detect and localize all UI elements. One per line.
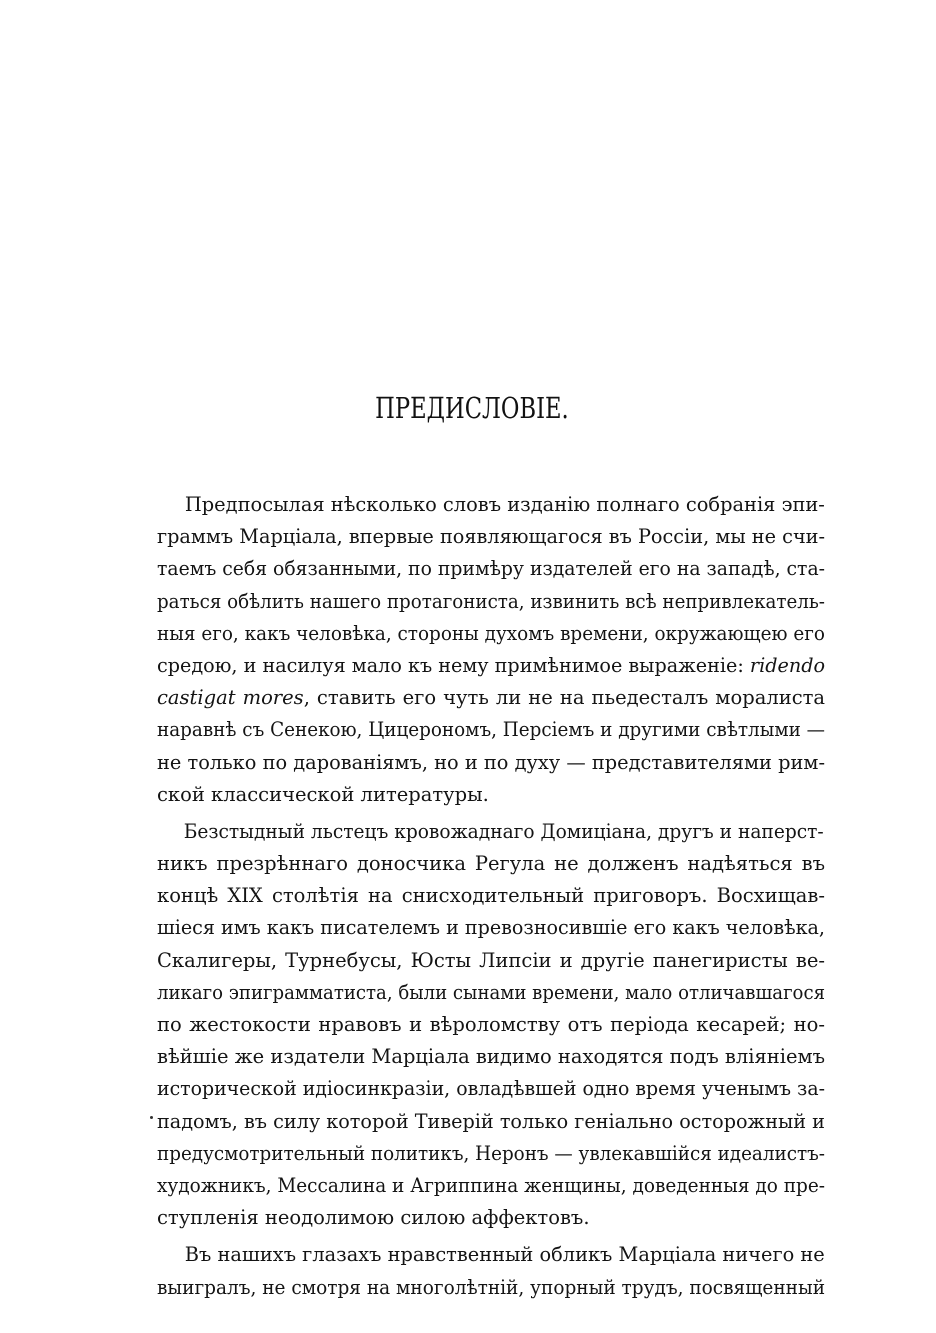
text-line	[157, 682, 825, 714]
paragraph	[157, 1239, 825, 1303]
text-line: концѣ XIX столѣтія на снисходительный приговоръ. Восхищав-	[157, 884, 825, 908]
text-line: ской классической литературы.	[157, 782, 489, 806]
page-title: ПРЕДИСЛОВІЕ.	[375, 391, 569, 425]
text-line: Скалигеры, Турнебусы, Юсты Липсіи и другіе панегиристы ве-	[157, 948, 825, 972]
text-line: Предпосылая нѣсколько словъ изданію полнаго собранія эпи-	[184, 493, 825, 516]
text-line: исторической идіосинкразіи, овладѣвшей одно время ученымъ за-	[157, 1077, 826, 1101]
paragraph	[157, 489, 825, 811]
text-line: художникъ, Мессалина и Агриппина женщины, доведенныя до пре-	[157, 1173, 826, 1197]
paragraph	[157, 816, 825, 1234]
print-speck	[150, 1116, 153, 1119]
body-text	[157, 489, 825, 1309]
latin-phrase: ridendo	[749, 653, 826, 677]
text-line: Въ нашихъ глазахъ нравственный обликъ Марціала ничего не	[184, 1243, 825, 1267]
text-line: падомъ, въ силу которой Тиверій только геніально осторожный и	[157, 1109, 825, 1133]
text-line: граммъ Марціала, впервые появляющагося въ Россіи, мы не счи-	[157, 525, 826, 549]
text-line: по жестокости нравовъ и вѣроломству отъ періода кесарей; но-	[157, 1013, 825, 1036]
text-line: ныя его, какъ человѣка, стороны духомъ времени, окружающею его	[157, 621, 825, 645]
latin-phrase: castigat mores	[157, 686, 304, 710]
text-segment: средою, и насилуя мало къ нему примѣнимое выраженіе:	[157, 653, 750, 677]
text-line: ликаго эпиграмматиста, были сынами времени, мало отличавшагося	[157, 980, 826, 1004]
text-line: таемъ себя обязанными, по примѣру издателей его на западѣ, ста-	[157, 557, 826, 581]
text-segment: , ставить его чуть ли не на пьедесталъ моралиста	[303, 686, 826, 710]
text-line: не только по дарованіямъ, но и по духу — представителями рим-	[157, 750, 825, 774]
text-line: вѣйшіе же издатели Марціала видимо находятся подъ вліяніемъ	[157, 1045, 826, 1069]
text-line: шіеся имъ какъ писателемъ и превозносившіе его какъ человѣка,	[157, 916, 825, 940]
text-line: ступленія неодолимою силою аффектовъ.	[157, 1206, 590, 1230]
text-line: предусмотрительный политикъ, Неронъ — увлекавшійся идеалистъ-	[157, 1141, 825, 1165]
text-line: выигралъ, не смотря на многолѣтній, упорный трудъ, посвященный	[157, 1275, 826, 1299]
text-line	[157, 650, 825, 682]
text-line: Безстыдный льстецъ кровожаднаго Домиціана, другъ и наперст-	[183, 819, 824, 843]
text-line: раться обѣлить нашего протагониста, извинить всѣ непривлекатель-	[157, 589, 825, 613]
text-line: никъ презрѣннаго доносчика Регула не долженъ надѣяться въ	[157, 852, 826, 876]
text-line: наравнѣ съ Сенекою, Цицерономъ, Персіемъ и другими свѣтлыми —	[157, 718, 825, 742]
